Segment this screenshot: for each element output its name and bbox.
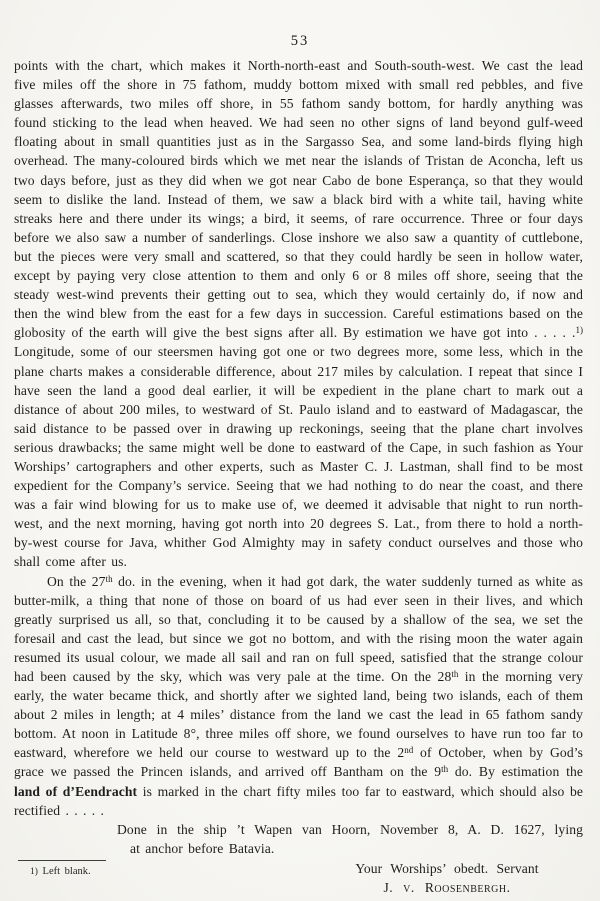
paragraph-report-continuation: points with the chart, which makes it North-north-east and South-south-west. We cast the lead five miles off the shore in 75 fathom, muddy bottom mixed with small red pebbles, and five glasses afterwards, two miles off shore, in 55 fathom sandy bottom, for hardly anything was found sticking to the lead when heaved. We had seen no other signs of land beyond gulf-weed floating about in small quantities just as in the Sargasso Sea, and some land-birds flying high overhead. The many-coloured birds which we met near the islands of Tristan de Aconcha, left us two days before, just as they did when we got near Cabo de bone Esperança, so that they would seem to dislike the land. Instead of them, we saw a black bird with a white tail, having white streaks here and there under its wings; a bird, it seems, of rare occurrence. Three or four days before we also saw a number of sanderlings. Close inshore we also saw a quantity of cuttlebone, but the pieces were very small and scattered, so that they could hardly be seen in hollow water, except by paying very close attention to them and only 6 or 8 miles off shore, seeing that the steady west-wind prevents their getting out to sea, which they would certainly do, if now and then the wind blew from the east for a few days in succession. Careful estimations based on the globosity of the earth will give the best signs after all. By estimation we have got into . . . . .$^{1)}$ Longitude, some of our steersmen having got one or two degrees more, some less, which in the plane charts makes a considerable difference, about 217 miles by calculation. I repeat that since I have seen the land a good deal earlier, it will be expedient in the plane chart to mark out a distance of about 200 miles, to westward of St. Paulo island and to eastward of Madagascar, the said distance to be passed over in drawing up reckonings, seeing that the plane chart involves serious drawbacks; the same might well be done to eastward of the Cape, in such fashion as Your Worships’ cartographers and other experts, such as Master C. J. Lastman, shall find to be most expedient for the Company’s service. Seeing that we had nothing to do near the coast, and there was a fair wind blowing for us to make use of, we deemed it advisable that night to run north-west, and the next morning, having got north into 20 degrees S. Lat., from there to hold a north-by-west course for Java, whither God Almighty may in safety conduct ourselves and those who shall come after us. bbox=[14, 58, 583, 570]
signature-role: Your Worships’ obedt. Servant bbox=[355, 860, 539, 876]
text-block bbox=[14, 56, 583, 897]
footnote-text: Left blank. bbox=[42, 866, 91, 877]
signature-block bbox=[311, 859, 583, 897]
footnote-divider bbox=[18, 860, 106, 861]
dateline-line1: Done in the ship ’t Wapen van Hoorn, November 8, A. D. 1627, lying bbox=[117, 821, 583, 837]
page-number: 53 bbox=[290, 33, 310, 49]
footnote-marker: 1) bbox=[30, 867, 38, 877]
footnote bbox=[14, 860, 174, 877]
footnote-line bbox=[30, 866, 174, 877]
dateline bbox=[14, 820, 583, 858]
paragraph-voyage-log: On the 27th do. in the evening, when it had got dark, the water suddenly turned as white as butter-milk, a thing that none of those on board of us had ever seen in their lives, and which greatly surprised us all, so that, concluding it to be caused by a shallow of the sea, we set the foresail and cast the lead, but since we got no bottom, and with the rising moon the water again resumed its usual colour, we made all sail and ran on full speed, satisfied that the strange colour had been caused by the sky, which was very pale at the time. On the 28th in the morning very early, the water became thick, and shortly after we sighted land, being two islands, each of them about 2 miles in length; at 4 miles’ distance from the land we cast the lead in 65 fathom sandy bottom. At noon in Latitude 8°, three miles off shore, we found ourselves to have run too far to eastward, wherefore we held our course to westward up to the 2nd of October, when by God’s grace we passed the Princen islands, and arrived off Bantham on the 9th do. By estimation the land of d’Eendracht is marked in the chart fifty miles too far to eastward, which should also be rectified . . . . . bbox=[14, 573, 583, 818]
signature-name: J. v. Roosenbergh. bbox=[383, 880, 511, 896]
dateline-line2: at anchor before Batavia. bbox=[130, 840, 275, 856]
